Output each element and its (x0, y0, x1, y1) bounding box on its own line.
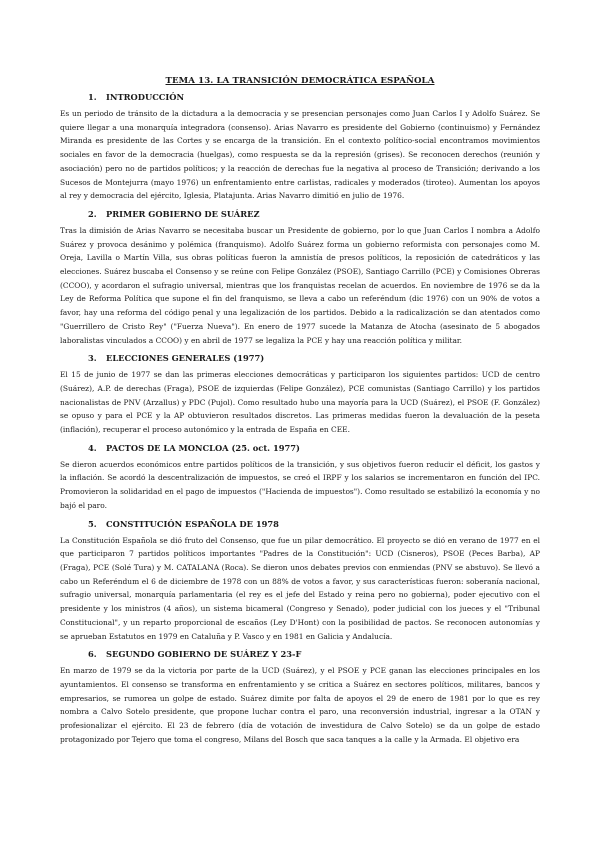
section-body: En marzo de 1979 se da la victoria por parte de la UCD (Suárez), y el PSOE y PCE ganan las elecciones principales en los ayuntamientos. El consenso se transforma en enfrentamiento y se critica a Suárez en sectores políticos, militares, bancos y empresarios, se rumorea un golpe de estado. Suárez dimite por falta de apoyos el 29 de enero de 1981 por lo que es rey nombra a Calvo Sotelo presidente, que propone luchar contra el paro, una reconversión industrial, ingresar a la OTAN y profesionalizar el ejército. El 23 de febrero (día de votación de investidura de Calvo Sotelo) se da un golpe de estado protagonizado por Tejero que toma el congreso, Milans del Bosch que saca tanques a la calle y la Armada. El objetivo era (60, 666, 540, 744)
section-body: Es un periodo de tránsito de la dictadura a la democracia y se presencian personajes como Juan Carlos I y Adolfo Suárez. Se quiere llegar a una monarquía integradora (consenso). Arias Navarro es presidente del Gobierno (continuismo) y Fernández Miranda es presidente de las Cortes y se encarga de la transición. En el contexto político-social encontramos movimientos sociales en favor de la democracia (huelgas), como respuesta se da la represión (grises). Se reconocen derechos (reunión y asociación) pero no de partidos políticos; y la reacción de derechas fue la negativa al proceso de Transición; derivando a los Sucesos de Montejurra (mayo 1976) un enfrentamiento entre carlistas, radicales y moderados (tiroteo). Aumentan los apoyos al rey y democracia del ejército, Iglesia, Platajunta. Arias Navarro dimitió en julio de 1976. (60, 109, 540, 201)
section-body: El 15 de junio de 1977 se dan las primeras elecciones democráticas y participaron los siguientes partidos: UCD de centro (Suárez), A.P. de derechas (Fraga), PSOE de izquierdas (Felipe González), PCE comunistas (Santiago Carrillo) y los partidos nacionalistas de PNV (Arzallus) y PDC (Pujol). Como resultado hubo una mayoría para la UCD (Suárez), el PSOE (F. González) se opuso y para el PCE y la AP obtuvieron resultados discretos. Las primeras medidas fueron la devaluación de la peseta (inflación), recuperar el proceso autonómico y la entrada de España en CEE. (60, 370, 540, 435)
section-title: SEGUNDO GOBIERNO DE SUÁREZ Y 23-F (106, 649, 302, 660)
section-heading (88, 649, 540, 659)
section-primer-gobierno (60, 209, 540, 347)
section-body: Se dieron acuerdos económicos entre partidos políticos de la transición, y sus objetivos fueron reducir el déficit, los gastos y la inflación. Se acordó la descentralización de impuestos, se creó el IRPF y los salarios se incrementaron en función del IPC. Promovieron la solidaridad en el pago de impuestos ("Hacienda de impuestos"). Como resultado se estabilizó la economía y no bajó el paro. (60, 459, 540, 510)
section-title: PRIMER GOBIERNO DE SUÁREZ (106, 208, 260, 219)
section-title: CONSTITUCIÓN ESPAÑOLA DE 1978 (106, 518, 279, 529)
section-number: 2. (88, 208, 97, 219)
section-number: 1. (88, 92, 97, 102)
section-heading (88, 443, 540, 453)
section-heading (88, 353, 540, 363)
section-heading (88, 519, 540, 529)
section-number: 6. (88, 649, 97, 660)
section-number: 4. (88, 442, 97, 453)
section-segundo-gobierno (60, 649, 540, 746)
section-number: 5. (88, 518, 97, 529)
section-pactos-moncloa (60, 443, 540, 513)
section-introduccion (60, 92, 540, 203)
section-constitucion (60, 519, 540, 644)
section-title: INTRODUCCIÓN (106, 92, 185, 102)
section-heading (88, 209, 540, 219)
section-elecciones (60, 353, 540, 437)
section-body: La Constitución Española se dió fruto del Consenso, que fue un pilar democrático. El proyecto se dió en verano de 1977 en el que participaron 7 partidos políticos importantes "Padres de la Constitución": UCD (Cisneros), PSOE (Peces Barba), AP (Fraga), PCE (Solé Tura) y M. CATALANA (Roca). Se dieron unos debates previos con enmiendas (PNV se abstuvo). Se llevó a cabo un Referéndum el 6 de diciembre de 1978 con un 88% de votos a favor, y sus características fueron: soberanía nacional, sufragio universal, monarquía parlamentaria (el rey es el jefe del Estado y reina pero no gobierna), poder ejecutivo con el presidente y los ministros (4 años), un sistema bicameral (Congreso y Senado), poder judicial con los jueces y el "Tribunal Constitucional", y un reparto proporcional de escaños (Ley D'Hont) con la posibilidad de pactos. Se reconocen autonomías y se aprueban Estatutos en 1979 en Cataluña y P. Vasco y en 1981 en Galicia y Andalucía. (60, 535, 540, 641)
section-heading (88, 92, 540, 102)
section-title: ELECCIONES GENERALES (1977) (106, 353, 265, 364)
document-title: TEMA 13. LA TRANSICIÓN DEMOCRÁTICA ESPAÑOLA (165, 76, 435, 86)
section-body: Tras la dimisión de Arias Navarro se necesitaba buscar un Presidente de gobierno, por lo que Juan Carlos I nombra a Adolfo Suárez y provoca desánimo y polémica (franquismo). Adolfo Suárez forma un gobierno reformista con personajes como M. Oreja, Lavilla o Martín Villa, sus obras políticas fueron la amnistía de presos políticos, la reposición de catedráticos y las elecciones. Suárez buscaba el Consenso y se reúne con Felipe González (PSOE), Santiago Carrillo (PCE) y Comisiones Obreras (CCOO), y acordaron el sufragio universal, mientras que los franquistas recelan de acuerdos. En noviembre de 1976 se da la Ley de Reforma Política que supone el fin del franquismo, se lleva a cabo un referéndum (dic 1976) con un 90% de votos a favor, hay una reforma del código penal y una legalización de los partidos. Debido a la radicalización se dan atentados como "Guerrillero de Cristo Rey" ("Fuerza Nueva"). En enero de 1977 sucede la Matanza de Atocha (asesinato de 5 abogados laboralistas vinculados a CCOO) y en abril de 1977 se legaliza la PCE y hay una reacción política y militar. (60, 225, 540, 345)
section-number: 3. (88, 353, 97, 364)
section-title: PACTOS DE LA MONCLOA (25. oct. 1977) (106, 442, 300, 453)
